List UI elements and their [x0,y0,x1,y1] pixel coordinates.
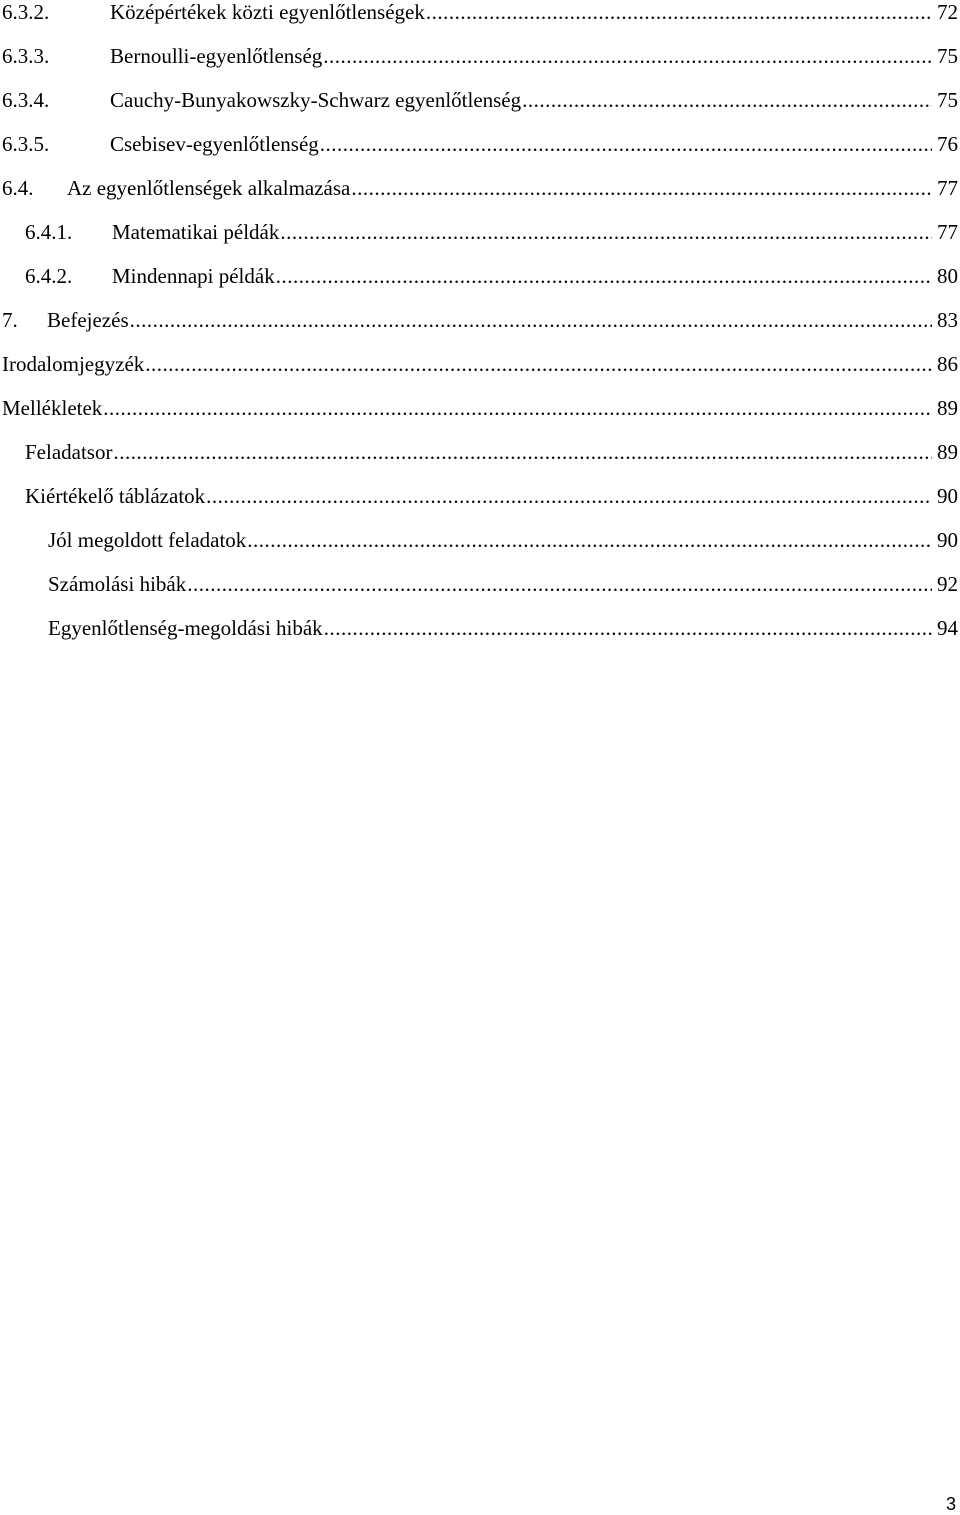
toc-entry-title: Befejezés [47,308,129,332]
toc-entry-page: 75 [937,88,958,112]
toc-entry-egyenlotlenseg-megoldasi-hibak[interactable] [0,614,958,658]
dot-leader [130,306,932,334]
toc-entry-6-4-2[interactable] [0,262,958,306]
toc-entry-title: Csebisev-egyenlőtlenség [110,132,319,156]
toc-entry-title: Számolási hibák [48,572,187,596]
toc-entry-page: 89 [937,440,958,464]
dot-leader [206,482,932,510]
toc-entry-number: 6.4.2. [25,264,73,288]
toc-entry-title: Mindennapi példák [112,264,275,288]
toc-entry-number: 6.3.2. [2,0,50,24]
toc-entry-6-3-4[interactable] [0,86,958,130]
dot-leader [323,42,932,70]
toc-entry-6-3-2[interactable] [0,0,958,42]
toc-entry-page: 80 [937,264,958,288]
toc-entry-title: Cauchy-Bunyakowszky-Schwarz egyenlőtlenség [110,88,522,112]
toc-entry-page: 86 [937,352,958,376]
table-of-contents [0,0,958,658]
toc-entry-number: 7. [2,308,18,332]
toc-entry-page: 89 [937,396,958,420]
toc-entry-feladatsor[interactable] [0,438,958,482]
toc-entry-number: 6.3.3. [2,44,50,68]
toc-entry-title: Mellékletek [2,396,103,420]
toc-entry-title: Az egyenlőtlenségek alkalmazása [67,176,351,200]
dot-leader [145,350,932,378]
dot-leader [247,526,932,554]
toc-entry-kiertekelo-tablazatok[interactable] [0,482,958,526]
dot-leader [187,570,932,598]
dot-leader [276,262,932,290]
toc-entry-number: 6.3.5. [2,132,50,156]
toc-entry-page: 90 [937,484,958,508]
page-number: 3 [945,1494,956,1514]
toc-entry-szamolasi-hibak[interactable] [0,570,958,614]
toc-entry-6-4[interactable] [0,174,958,218]
dot-leader [522,86,932,114]
toc-entry-title: Középértékek közti egyenlőtlenségek [110,0,425,24]
toc-entry-jol-megoldott-feladatok[interactable] [0,526,958,570]
dot-leader [351,174,932,202]
dot-leader [324,614,932,642]
toc-entry-6-3-5[interactable] [0,130,958,174]
dot-leader [426,0,932,26]
toc-entry-title: Kiértékelő táblázatok [25,484,206,508]
toc-entry-page: 75 [937,44,958,68]
dot-leader [103,394,932,422]
toc-entry-number: 6.4. [2,176,34,200]
toc-entry-page: 77 [937,220,958,244]
toc-entry-number: 6.3.4. [2,88,50,112]
toc-entry-number: 6.4.1. [25,220,73,244]
toc-entry-mellekletek[interactable] [0,394,958,438]
toc-entry-page: 92 [937,572,958,596]
toc-entry-page: 72 [937,0,958,24]
toc-entry-page: 77 [937,176,958,200]
toc-entry-page: 94 [937,616,958,640]
toc-entry-title: Irodalomjegyzék [2,352,145,376]
toc-entry-title: Bernoulli-egyenlőtlenség [110,44,323,68]
dot-leader [320,130,932,158]
toc-entry-irodalomjegyzek[interactable] [0,350,958,394]
toc-entry-title: Feladatsor [25,440,113,464]
toc-entry-title: Matematikai példák [112,220,280,244]
dot-leader [113,438,932,466]
toc-entry-6-3-3[interactable] [0,42,958,86]
dot-leader [280,218,932,246]
toc-entry-page: 90 [937,528,958,552]
toc-entry-title: Egyenlőtlenség-megoldási hibák [48,616,323,640]
toc-entry-title: Jól megoldott feladatok [48,528,247,552]
toc-entry-7[interactable] [0,306,958,350]
toc-entry-6-4-1[interactable] [0,218,958,262]
toc-entry-page: 83 [937,308,958,332]
toc-entry-page: 76 [937,132,958,156]
